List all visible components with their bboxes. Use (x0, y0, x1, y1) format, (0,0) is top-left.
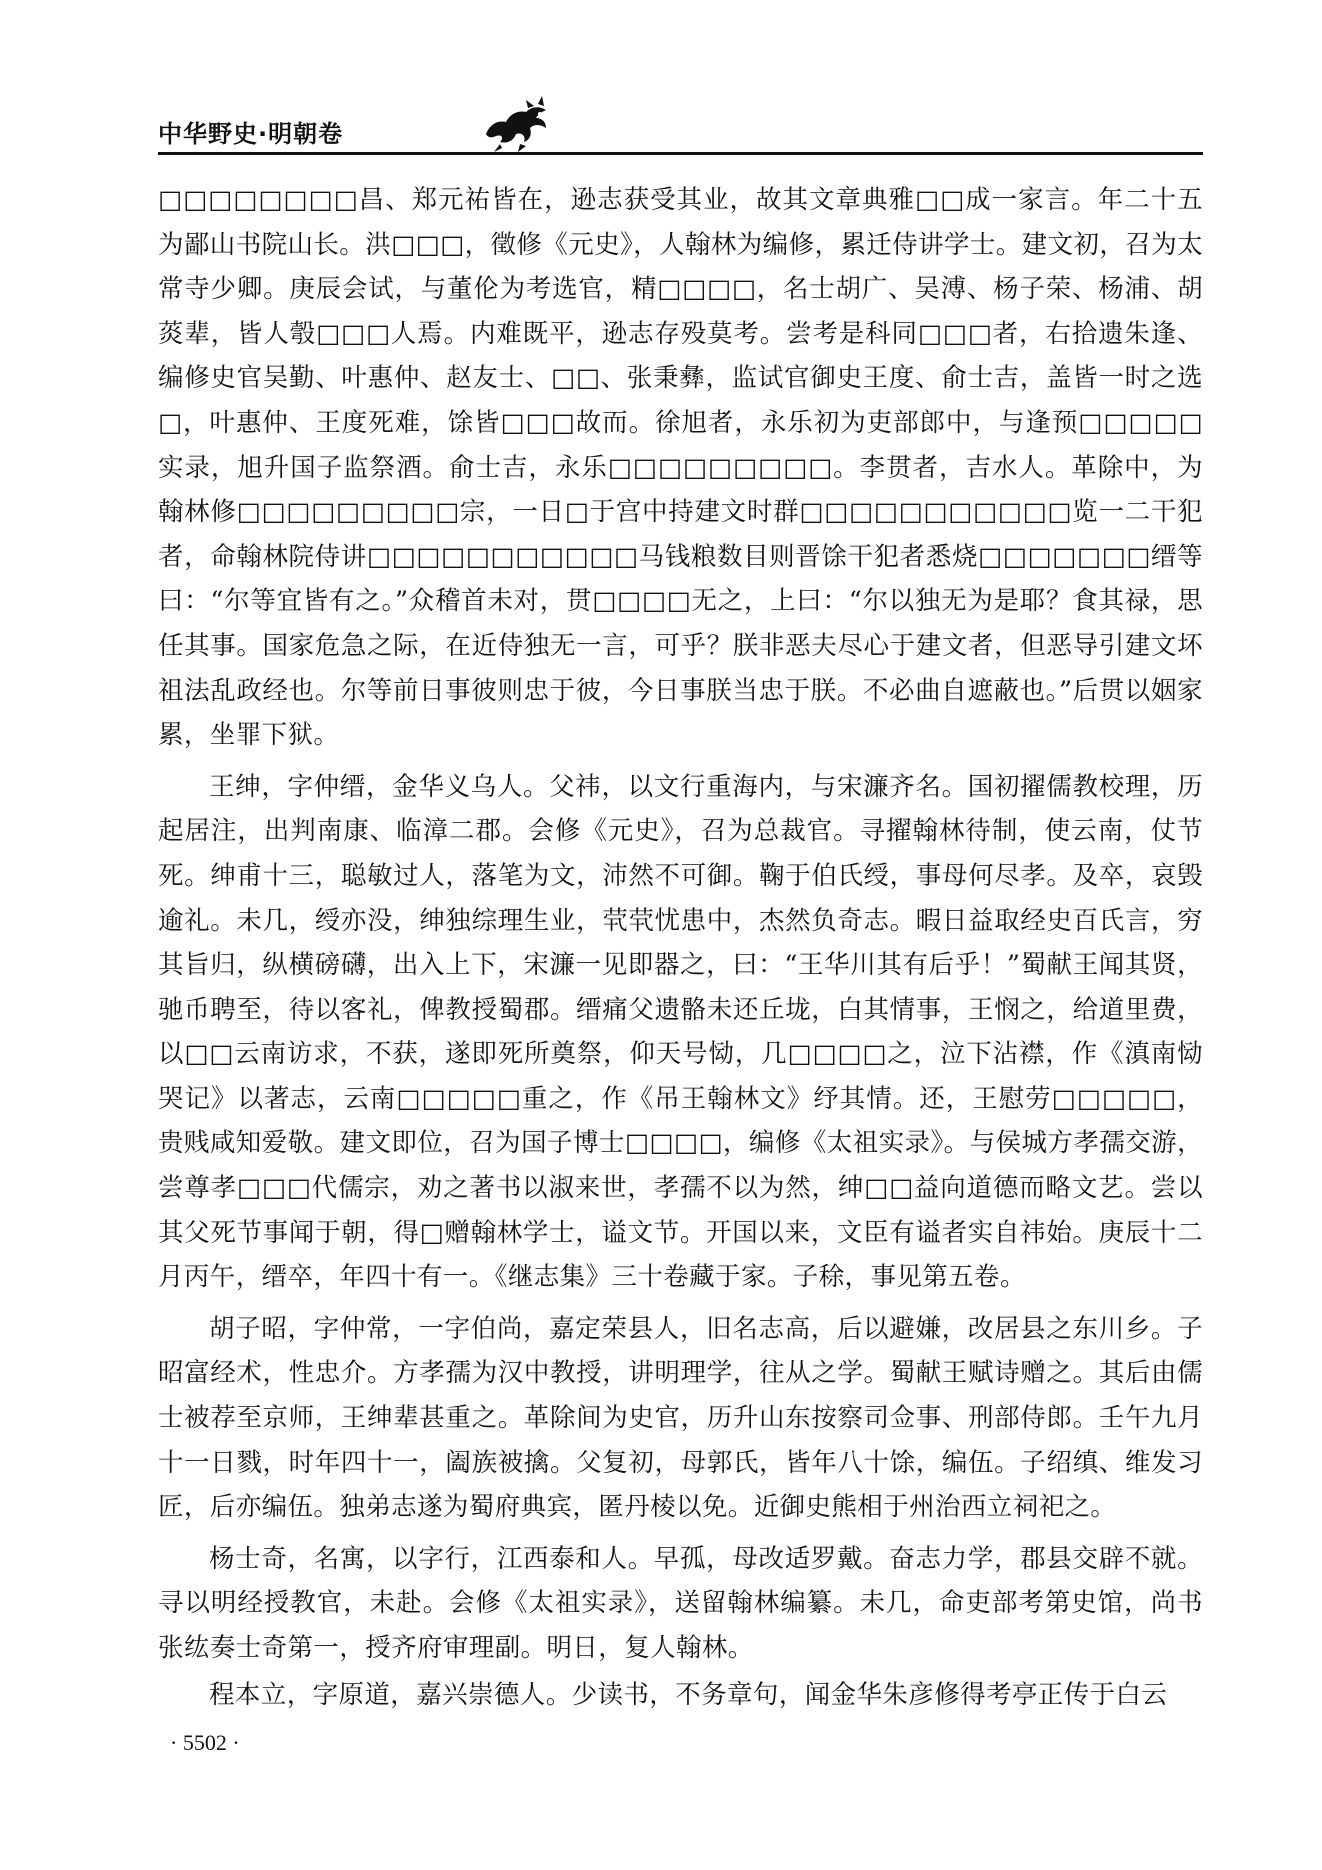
paragraph: □□□□□□□□昌、郑元祐皆在，逊志获受其业，故其文章典雅□□成一家言。年二十五为鄙山书院山长。洪□□□，徵修《元史》，人翰林为编修，累迁侍讲学士。建文初，召为太常寺少卿。庚辰会试，与董伦为考选官，精□□□□，名士胡广、吴溥、杨子荣、杨浦、胡菼辈，皆人彀□□□人焉。内难既平，逊志存殁莫考。尝考是科同□□□者，右拾遗朱逢、编修史官吴勤、叶惠仲、赵友士、□□、张秉彝，监试官御史王度、俞士吉，盖皆一时之选□，叶惠仲、王度死难，馀皆□□□故而。徐旭者，永乐初为吏部郎中，与逢预□□□□□实录，旭升国子监祭酒。俞士吉，永乐□□□□□□□□□。李贯者，吉水人。革除中，为翰林修□□□□□□□□□宗，一日□于宫中持建文时群□□□□□□□□□□□览一二干犯者，命翰林院侍讲□□□□□□□□□□□马钱粮数目则晋馀干犯者悉烧□□□□□□□缙等曰：“尔等宜皆有之。”众稽首未对，贯□□□□无之，上曰：“尔以独无为是耶？食其禄，思任其事。国家危急之际，在近侍独无一言，可乎？朕非恶夫尽心于建文者，但恶导引建文坏祖法乱政经也。尔等前日事彼则忠于彼，今日事朕当忠于朕。不必曲自遮蔽也。”后贯以姻家累，坐罪下狱。 (158, 185, 1203, 751)
dragon-ornament-icon (480, 94, 552, 154)
body-text (158, 178, 1203, 1717)
paragraph: 程本立，字原道，嘉兴崇德人。少读书，不务章句，闻金华朱彦修得考亭正传于白云 (209, 1679, 1168, 1710)
running-header (158, 112, 1203, 164)
book-title: 中华野史·明朝卷 (158, 120, 344, 148)
page-number: · 5502 · (170, 1730, 240, 1755)
paragraph: 王绅，字仲缙，金华义乌人。父祎，以文行重海内，与宋濂齐名。国初擢儒教校理，历起居注，出判南康、临漳二郡。会修《元史》，召为总裁官。寻擢翰林待制，使云南，仗节死。绅甫十三，聪敏过人，落笔为文，沛然不可御。鞠于伯氏绶，事母何尽孝。及卒，哀毁逾礼。未几，绶亦没，绅独综理生业，茕茕忧患中，杰然负奇志。暇日益取经史百氏言，穷其旨归，纵横磅礴，出入上下，宋濂一见即器之，曰：“王华川其有后乎！”蜀献王闻其贤，驰币聘至，待以客礼，俾教授蜀郡。缙痛父遗骼未还丘垅，白其情事，王悯之，给道里费，以□□云南访求，不获，遂即死所奠祭，仰天号恸，几□□□□之，泣下沾襟，作《滇南恸哭记》以著志，云南□□□□□重之，作《吊王翰林文》纾其情。还，王慰劳□□□□□，贵贱咸知爱敬。建文即位，召为国子博士□□□□，编修《太祖实录》。与侯城方孝孺交游，尝尊孝□□□代儒宗，劝之著书以淑来世，孝孺不以为然，绅□□益向道德而略文艺。尝以其父死节事闻于朝，得□赠翰林学士，谥文节。开国以来，文臣有谥者实自祎始。庚辰十二月丙午，缙卒，年四十有一。《继志集》三十卷藏于家。子稌，事见第五卷。 (158, 771, 1203, 1293)
paragraph: 杨士奇，名寓，以字行，江西泰和人。早孤，母改适罗戴。奋志力学，郡县交辟不就。寻以明经授教官，未赴。会修《太祖实录》，送留翰林编纂。未几，命吏部考第史馆，尚书张纮奏士奇第一，授齐府审理副。明日，复人翰林。 (158, 1543, 1203, 1663)
paragraph: 胡子昭，字仲常，一字伯尚，嘉定荣县人，旧名志高，后以避嫌，改居县之东川乡。子昭富经术，性忠介。方孝孺为汉中教授，讲明理学，往从之学。蜀献王赋诗赠之。其后由儒士被荐至京师，王绅辈甚重之。革除间为史官，历升山东按察司佥事、刑部侍郎。壬午九月十一日戮，时年四十一，阖族被擒。父复初，母郭氏，皆年八十馀，编伍。子绍缜、维发习匠，后亦编伍。独弟志遂为蜀府典宾，匿丹棱以免。近御史熊相于州治西立祠祀之。 (158, 1313, 1203, 1523)
header-rule (158, 152, 1203, 155)
